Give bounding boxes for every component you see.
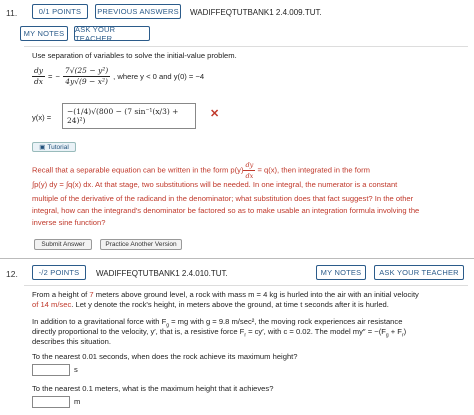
problem-text-line-4: directly proportional to the velocity, y′, that is, a resistive force $F_r = cy'$, with c = 0.02. The model $my'' = -(F_g + F_r)$ <box>32 327 407 339</box>
hint-line-1: Recall that a separable equation can be written in the form p(y) $\frac{dy}{dx}$ = q(x), then integrated in the form <box>32 161 370 180</box>
ask-teacher-button[interactable]: ASK YOUR TEACHER <box>74 26 150 41</box>
question-number: 12. <box>6 269 18 279</box>
prompt-text: Use separation of variables to solve the initial-value problem. <box>32 51 237 60</box>
dy-dx-fraction: $\frac{dy}{dx}$ <box>34 66 44 86</box>
points-badge: -/2 POINTS <box>32 265 86 280</box>
hint-line-2: ∫p(y) dy = ∫q(x) dx. At that stage, two substitutions will be needed. In one integral, the numerator is a constant <box>32 180 398 189</box>
problem-text-line-3: In addition to a gravitational force with $F_g$ = mg with g = 9.8 m/sec², the moving rock experiences air resistance <box>32 317 403 329</box>
problem-text-line-2: of 14 m/sec. Let y denote the rock's height, in meters above the ground, at time t seconds after it is hurled. <box>32 300 389 309</box>
problem-code: WADIFFEQTUTBANK1 2.4.009.TUT. <box>190 8 322 17</box>
question-separator <box>0 258 474 259</box>
height-value: 7 <box>89 290 94 299</box>
hint-line-4: integral, how can the integrand's denominator be factored so as to make usable an integration formula involving the <box>32 206 420 215</box>
question-a-text: To the nearest 0.01 seconds, when does the rock achieve its maximum height? <box>32 352 298 361</box>
my-notes-button[interactable]: MY NOTES <box>20 26 68 41</box>
submit-answer-button[interactable]: Submit Answer <box>34 239 92 250</box>
answer-label: y(x) = <box>32 113 52 122</box>
rhs-fraction: $\frac{\text{7√(25 − y²)}}{\text{4y√(9 − x²)}}$ <box>64 66 109 86</box>
tutorial-label: Tutorial <box>47 143 69 151</box>
practice-another-version-button[interactable]: Practice Another Version <box>100 239 182 250</box>
question-b-text: To the nearest 0.1 meters, what is the maximum height that it achieves? <box>32 384 274 393</box>
hint-line-3: multiple of the derivative of the radicand in the denominator; what substitution does that fact suggest? In the other <box>32 194 414 203</box>
speed-value: of 14 m/sec <box>32 300 72 309</box>
ask-teacher-button[interactable]: ASK YOUR TEACHER <box>374 265 464 280</box>
previous-answers-button[interactable]: PREVIOUS ANSWERS <box>95 4 181 19</box>
answer-b-input[interactable] <box>32 396 70 408</box>
differential-equation: $\frac{dy}{dx}$ = − $\frac{\text{7√(25 − y²)}}{\text{4y√(9 − x²)}}$ , where y < 0 and y(0) = −4 <box>34 66 205 86</box>
divider <box>24 46 468 47</box>
problem-code: WADIFFEQTUTBANK1 2.4.010.TUT. <box>96 269 228 278</box>
incorrect-icon: ✕ <box>210 108 220 120</box>
answer-a-input[interactable] <box>32 364 70 376</box>
question-12 <box>0 260 474 415</box>
problem-text-line-5: describes this situation. <box>32 337 111 346</box>
question-number: 11. <box>6 8 18 18</box>
answer-input[interactable]: −(1/4)√(800 − (7 sin⁻¹(x/3) + 24)²) <box>62 103 196 129</box>
tutorial-icon: ▣ <box>39 144 46 151</box>
unit-meters: m <box>74 397 81 406</box>
hint-line-5: inverse sine function? <box>32 218 106 227</box>
unit-seconds: s <box>74 365 78 374</box>
equation-condition: , where y < 0 and y(0) = −4 <box>113 71 205 81</box>
divider <box>24 285 468 286</box>
tutorial-button[interactable] <box>32 142 76 152</box>
my-notes-button[interactable]: MY NOTES <box>316 265 366 280</box>
points-badge: 0/1 POINTS <box>32 4 88 19</box>
problem-text-line-1: From a height of 7 meters above ground level, a rock with mass m = 4 kg is hurled into the air with an initial velocity <box>32 290 419 299</box>
